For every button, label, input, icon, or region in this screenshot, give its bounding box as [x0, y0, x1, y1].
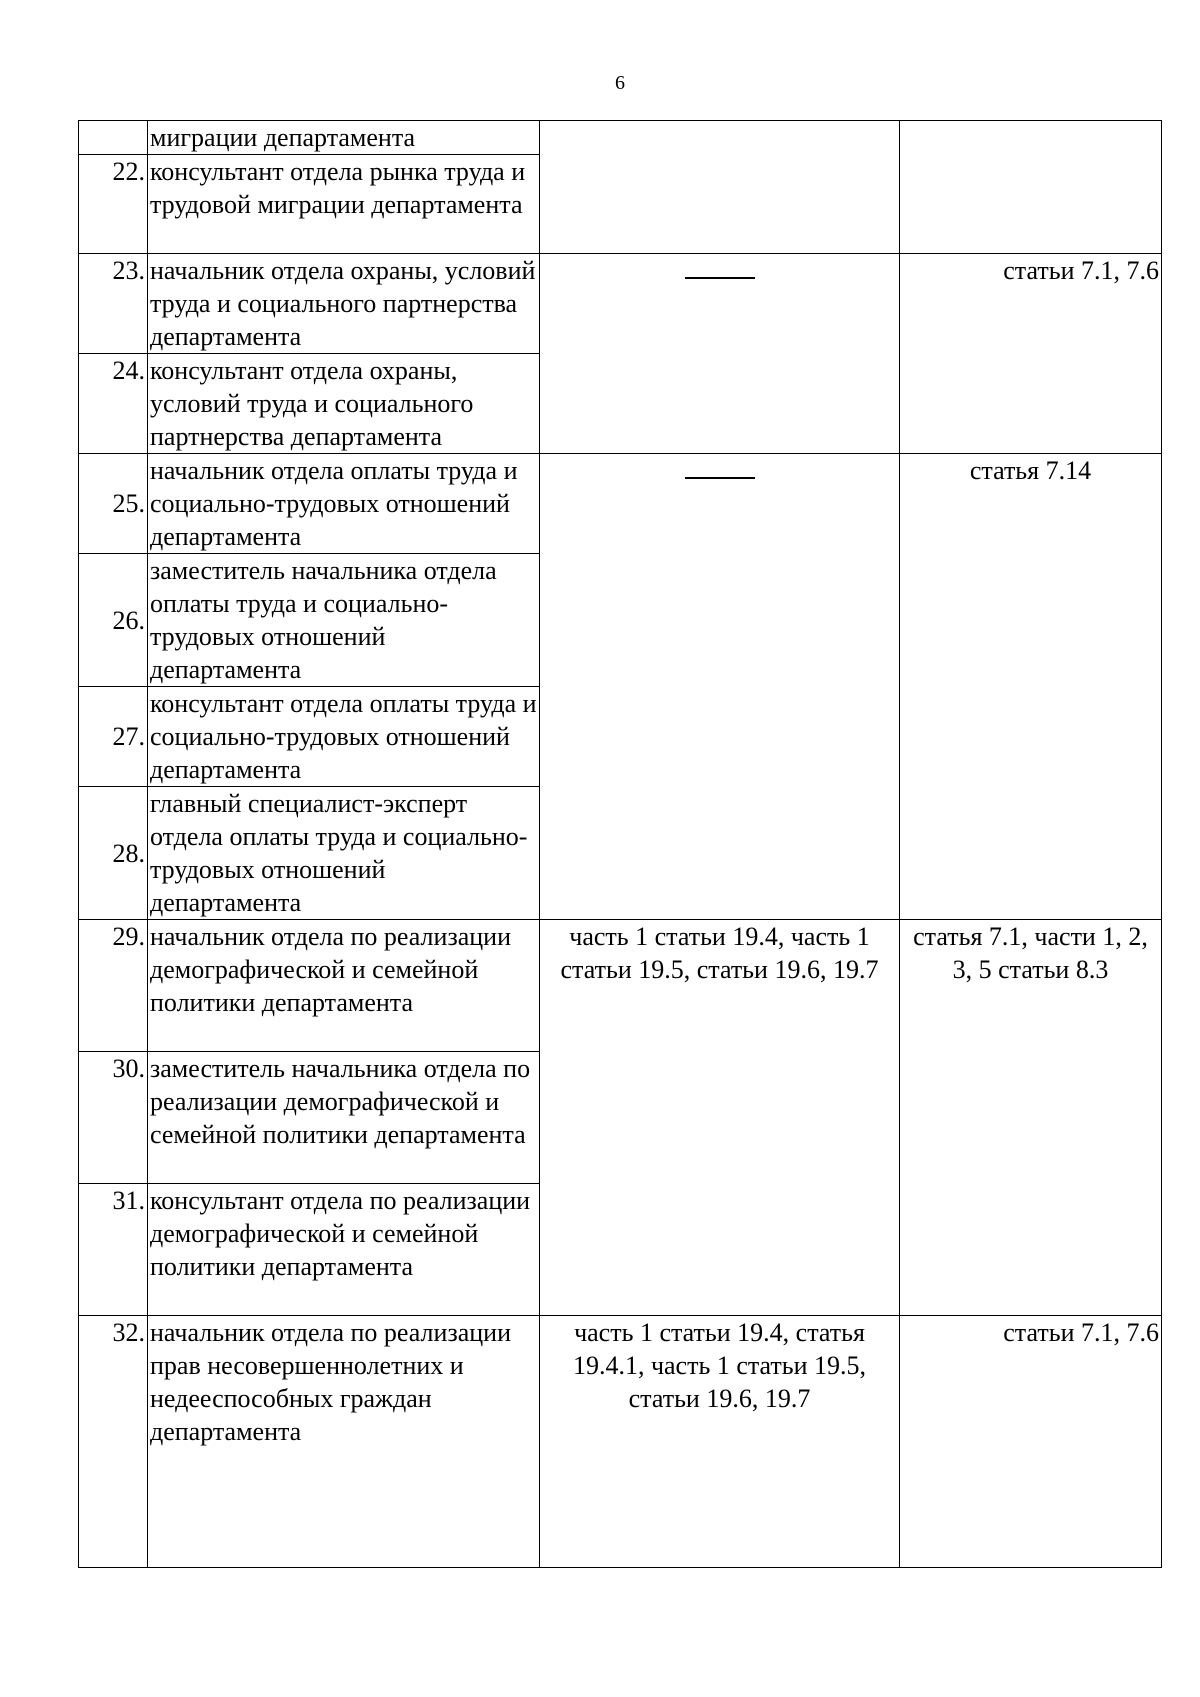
position-title: главный специалист-эксперт отдела оплаты труда и социально-трудовых отношений департамента — [148, 787, 540, 920]
row-number: 23. — [79, 254, 148, 354]
articles-col-a: часть 1 статьи 19.4, часть 1 статьи 19.5, статьи 19.6, 19.7 — [540, 920, 900, 1316]
table-row — [79, 1316, 1162, 1568]
articles-col-b: статья 7.1, части 1, 2, 3, 5 статьи 8.3 — [900, 920, 1162, 1316]
articles-col-b: статьи 7.1, 7.6 — [900, 1316, 1162, 1568]
positions-table — [78, 120, 1162, 1568]
table-row — [79, 920, 1162, 1052]
row-number: 32. — [79, 1316, 148, 1568]
row-number: 30. — [79, 1052, 148, 1184]
articles-col-a: часть 1 статьи 19.4, статья 19.4.1, часть 1 статьи 19.5, статьи 19.6, 19.7 — [540, 1316, 900, 1568]
position-title: заместитель начальника отдела по реализации демографической и семейной политики департамента — [148, 1052, 540, 1184]
articles-col-a — [540, 121, 900, 254]
articles-col-b: статья 7.14 — [900, 454, 1162, 920]
articles-col-b — [900, 121, 1162, 254]
dash-mark — [685, 461, 755, 479]
position-title: начальник отдела по реализации демографической и семейной политики департамента — [148, 920, 540, 1052]
page-number: 6 — [615, 72, 625, 94]
position-title: заместитель начальника отдела оплаты труда и социально-трудовых отношений департамента — [148, 554, 540, 687]
position-title: консультант отдела оплаты труда и социально-трудовых отношений департамента — [148, 687, 540, 787]
row-number: 27. — [79, 687, 148, 787]
row-number: 29. — [79, 920, 148, 1052]
table-row — [79, 254, 1162, 354]
position-title: начальник отдела оплаты труда и социально-трудовых отношений департамента — [148, 454, 540, 554]
row-number: 31. — [79, 1184, 148, 1316]
row-number: 25. — [79, 454, 148, 554]
row-number: 28. — [79, 787, 148, 920]
articles-col-a — [540, 454, 900, 920]
row-number: 22. — [79, 155, 148, 254]
position-title: консультант отдела охраны, условий труда и социального партнерства департамента — [148, 354, 540, 454]
row-number: 24. — [79, 354, 148, 454]
row-number — [79, 121, 148, 155]
row-number: 26. — [79, 554, 148, 687]
table-row — [79, 121, 1162, 155]
table-row — [79, 454, 1162, 554]
position-title: консультант отдела рынка труда и трудовой миграции департамента — [148, 155, 540, 254]
position-title: консультант отдела по реализации демографической и семейной политики департамента — [148, 1184, 540, 1316]
dash-mark — [685, 261, 755, 279]
position-title: миграции департамента — [148, 121, 540, 155]
articles-col-a — [540, 254, 900, 454]
position-title: начальник отдела по реализации прав несовершеннолетних и недееспособных граждан департамента — [148, 1316, 540, 1568]
articles-col-b: статьи 7.1, 7.6 — [900, 254, 1162, 454]
position-title: начальник отдела охраны, условий труда и социального партнерства департамента — [148, 254, 540, 354]
